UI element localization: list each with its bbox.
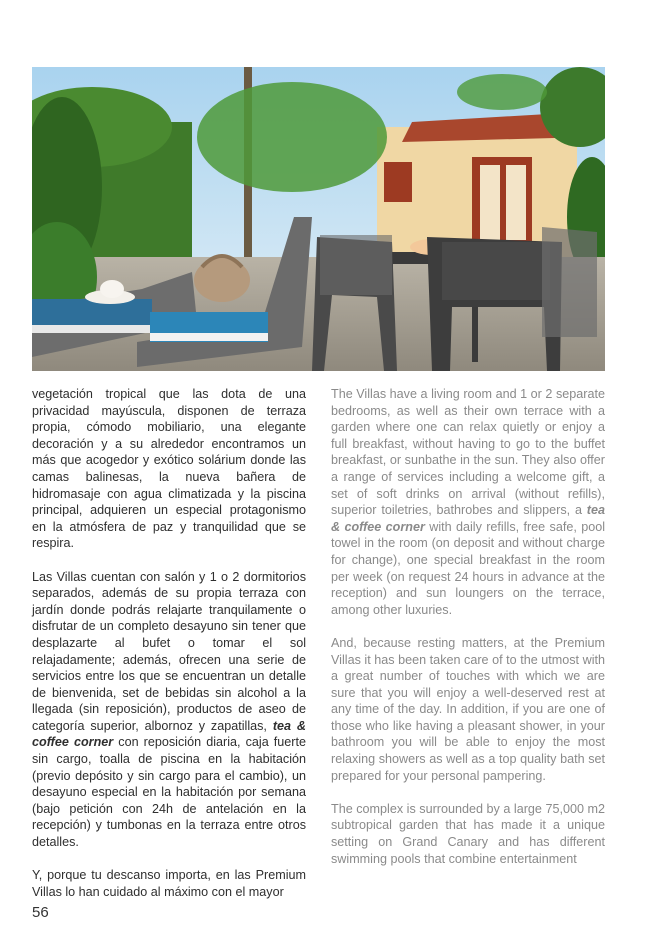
photo-illustration [32, 67, 605, 371]
spanish-paragraph-1: vegetación tropical que las dota de una privacidad mayúscula, disponen de terraza propia, cómodo mobiliario, una elegante decoración y a su alrededor encontramos un más que acogedor y exótico solárium donde las camas balinesas, la nueva bañera de hidromasaje con agua climatizada y la piscina principal, adquieren un especial protagonismo en la atmósfera de paz y tranquilidad que se respira. [32, 387, 306, 551]
english-paragraph-3: The complex is surrounded by a large 75,000 m2 subtropical garden that has made it a unique setting on Grand Canary and has different swimming pools that combine entertainment [331, 801, 605, 866]
english-paragraph-1 [331, 386, 605, 618]
page-number: 56 [32, 904, 49, 921]
english-text-column [331, 386, 605, 884]
english-paragraph-2: And, because resting matters, at the Premium Villas it has been taken care of to the utmost with a great number of touches with which we are sure that you will enjoy a well-deserved rest at any time of the day. In addition, if you are one of those who like having a pleasant shower, in your bathroom you will be able to enjoy the most relaxing showers as well as a top quality bath set prepared for your personal pampering. [331, 635, 605, 783]
spanish-paragraph-2-text-a: Las Villas cuentan con salón y 1 o 2 dormitorios separados, además de su propia terraza con jardín donde podrás relajarte tranquilamente o disfrutar de un completo desayuno sin tener que desplazarte al bufet o tomar el sol relajadamente; además, ofrecen una serie de servicios entre los que se encuentran un detalle de bienvenida, set de bebidas sin alcohol a la llegada (sin reposición), productos de aseo de categoría superior, albornoz y zapatillas, [32, 569, 306, 733]
spanish-paragraph-2-text-b: con reposición diaria, caja fuerte sin cargo, toalla de piscina en la habitación (previo depósito y sin cargo para el cambio), un desayuno especial en la habitación por semana (bajo petición con 24h de antelación en la recepción) y tumbonas en la terraza entre otros detalles. [32, 735, 307, 850]
spanish-text-column [32, 386, 306, 917]
english-tea-coffee-emphasis: tea & coffee corner [331, 503, 605, 534]
spanish-paragraph-3: Y, porque tu descanso importa, en las Premium Villas lo han cuidado al máximo con el mayor [32, 868, 306, 899]
villa-terrace-photo [32, 67, 605, 371]
spanish-paragraph-2 [32, 569, 306, 851]
english-paragraph-1-text-a: The Villas have a living room and 1 or 2 separate bedrooms, as well as their own terrace with a garden where one can relax quietly or enjoy a full breakfast, without having to go to the buffet breakfast, or sunbathe in the sun. They also offer a range of services including a welcome gift, a set of soft drinks on arrival (without refills), superior toiletries, bathrobes and slippers, a [331, 387, 605, 518]
spanish-tea-coffee-emphasis: tea & coffee corner [32, 718, 307, 750]
english-paragraph-1-text-b: with daily refills, free safe, pool towel in the room (on deposit and without charge for change), one special breakfast in the room per week (on request 24 hours in advance at the reception) and sun loungers on the terrace, among other luxuries. [331, 519, 605, 617]
